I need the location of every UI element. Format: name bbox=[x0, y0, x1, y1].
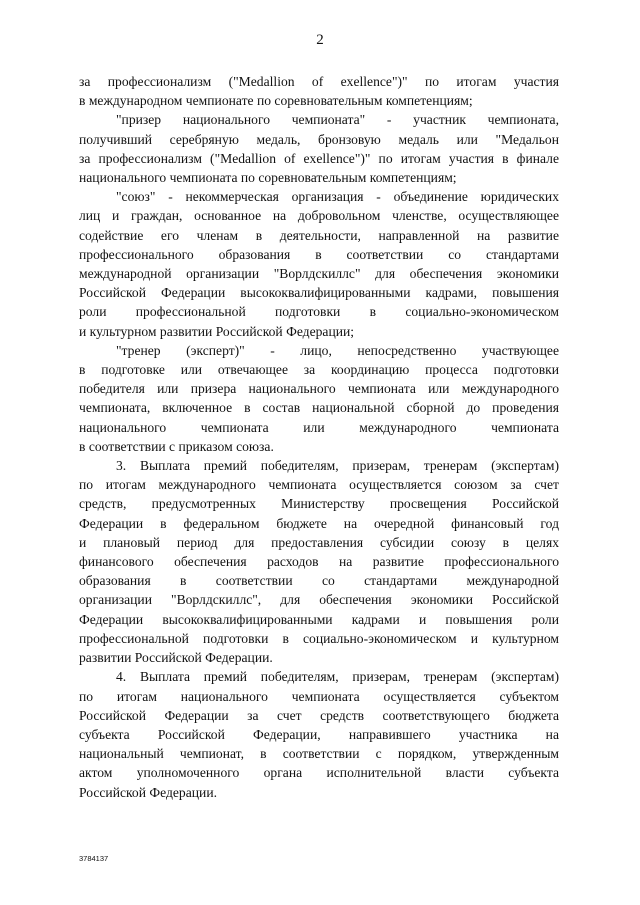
text-line: по итогам национального чемпионата осуществляется субъектом bbox=[79, 688, 559, 704]
text-line: актом уполномоченного органа исполнительной власти субъекта bbox=[79, 765, 559, 781]
text-line: Российской Федерации за счет средств соответствующего бюджета bbox=[79, 707, 559, 723]
text-line: развитии Российской Федерации. bbox=[79, 650, 273, 666]
text-line: "тренер (эксперт)" - лицо, непосредственно участвующее bbox=[116, 342, 559, 358]
text-line: победителя или призера национального чемпионата или международного bbox=[79, 381, 559, 397]
text-line: лиц и граждан, основанное на добровольном членстве, осуществляющее bbox=[79, 208, 559, 224]
text-line: получивший серебряную медаль, бронзовую медаль или "Медальон bbox=[79, 131, 559, 147]
page-number: 2 bbox=[316, 32, 324, 48]
text-line: 3. Выплата премий победителям, призерам, тренерам (экспертам) bbox=[116, 458, 559, 474]
text-line: роли профессиональной подготовки в социально-экономическом bbox=[79, 304, 559, 320]
text-line: Федерации высококвалифицированными кадрами и повышения роли bbox=[79, 611, 559, 627]
text-line: за профессионализм ("Medallion of exellence")" по итогам участия bbox=[79, 74, 559, 89]
document-body bbox=[79, 72, 559, 802]
text-line: 4. Выплата премий победителям, призерам, тренерам (экспертам) bbox=[116, 669, 559, 685]
text-line: и плановый период для предоставления субсидии союзу в целях bbox=[79, 534, 559, 550]
text-line: "союз" - некоммерческая организация - объединение юридических bbox=[116, 189, 559, 205]
text-line: по итогам международного чемпионата осуществляется союзом за счет bbox=[79, 477, 559, 493]
text-line: "призер национального чемпионата" - участник чемпионата, bbox=[116, 112, 559, 128]
text-line: национальный чемпионат, в соответствии с порядком, утвержденным bbox=[79, 746, 559, 762]
text-line: и культурном развитии Российской Федерации; bbox=[79, 323, 355, 339]
text-line: чемпионата, включенное в состав национальной сборной до проведения bbox=[79, 400, 559, 416]
text-line: профессиональной подготовки в социально-экономическом и культурном bbox=[79, 630, 559, 646]
text-line: в соответствии с приказом союза. bbox=[79, 438, 274, 454]
text-line: профессионального образования в соответствии со стандартами bbox=[79, 246, 559, 262]
text-line: образования в соответствии со стандартами международной bbox=[79, 573, 559, 589]
text-line: Федерации в федеральном бюджете на очередной финансовый год bbox=[79, 515, 559, 531]
document-code: 3784137 bbox=[79, 854, 109, 863]
text-line: в подготовке или отвечающее за координацию процесса подготовки bbox=[79, 362, 559, 378]
text-line: Российской Федерации. bbox=[79, 784, 217, 800]
text-line: организации "Ворлдскиллс", для обеспечения экономики Российской bbox=[79, 592, 559, 608]
text-line: субъекта Российской Федерации, направившего участника на bbox=[79, 726, 559, 742]
text-line: в международном чемпионате по соревновательным компетенциям; bbox=[79, 93, 473, 109]
text-line: национального чемпионата или международного чемпионата bbox=[79, 419, 559, 435]
text-line: Российской Федерации высококвалифицированными кадрами, повышения bbox=[79, 285, 559, 301]
text-line: содействие его членам в деятельности, направленной на развитие bbox=[79, 227, 559, 243]
text-line: национального чемпионата по соревновательным компетенциям; bbox=[79, 170, 457, 186]
text-line: международной организации "Ворлдскиллс" для обеспечения экономики bbox=[79, 266, 559, 282]
text-line: средств, предусмотренных Министерству просвещения Российской bbox=[79, 496, 559, 512]
text-line: финансового обеспечения расходов на развитие профессионального bbox=[79, 554, 559, 570]
text-line: за профессионализм ("Medallion of exellence")" по итогам участия в финале bbox=[79, 150, 559, 166]
